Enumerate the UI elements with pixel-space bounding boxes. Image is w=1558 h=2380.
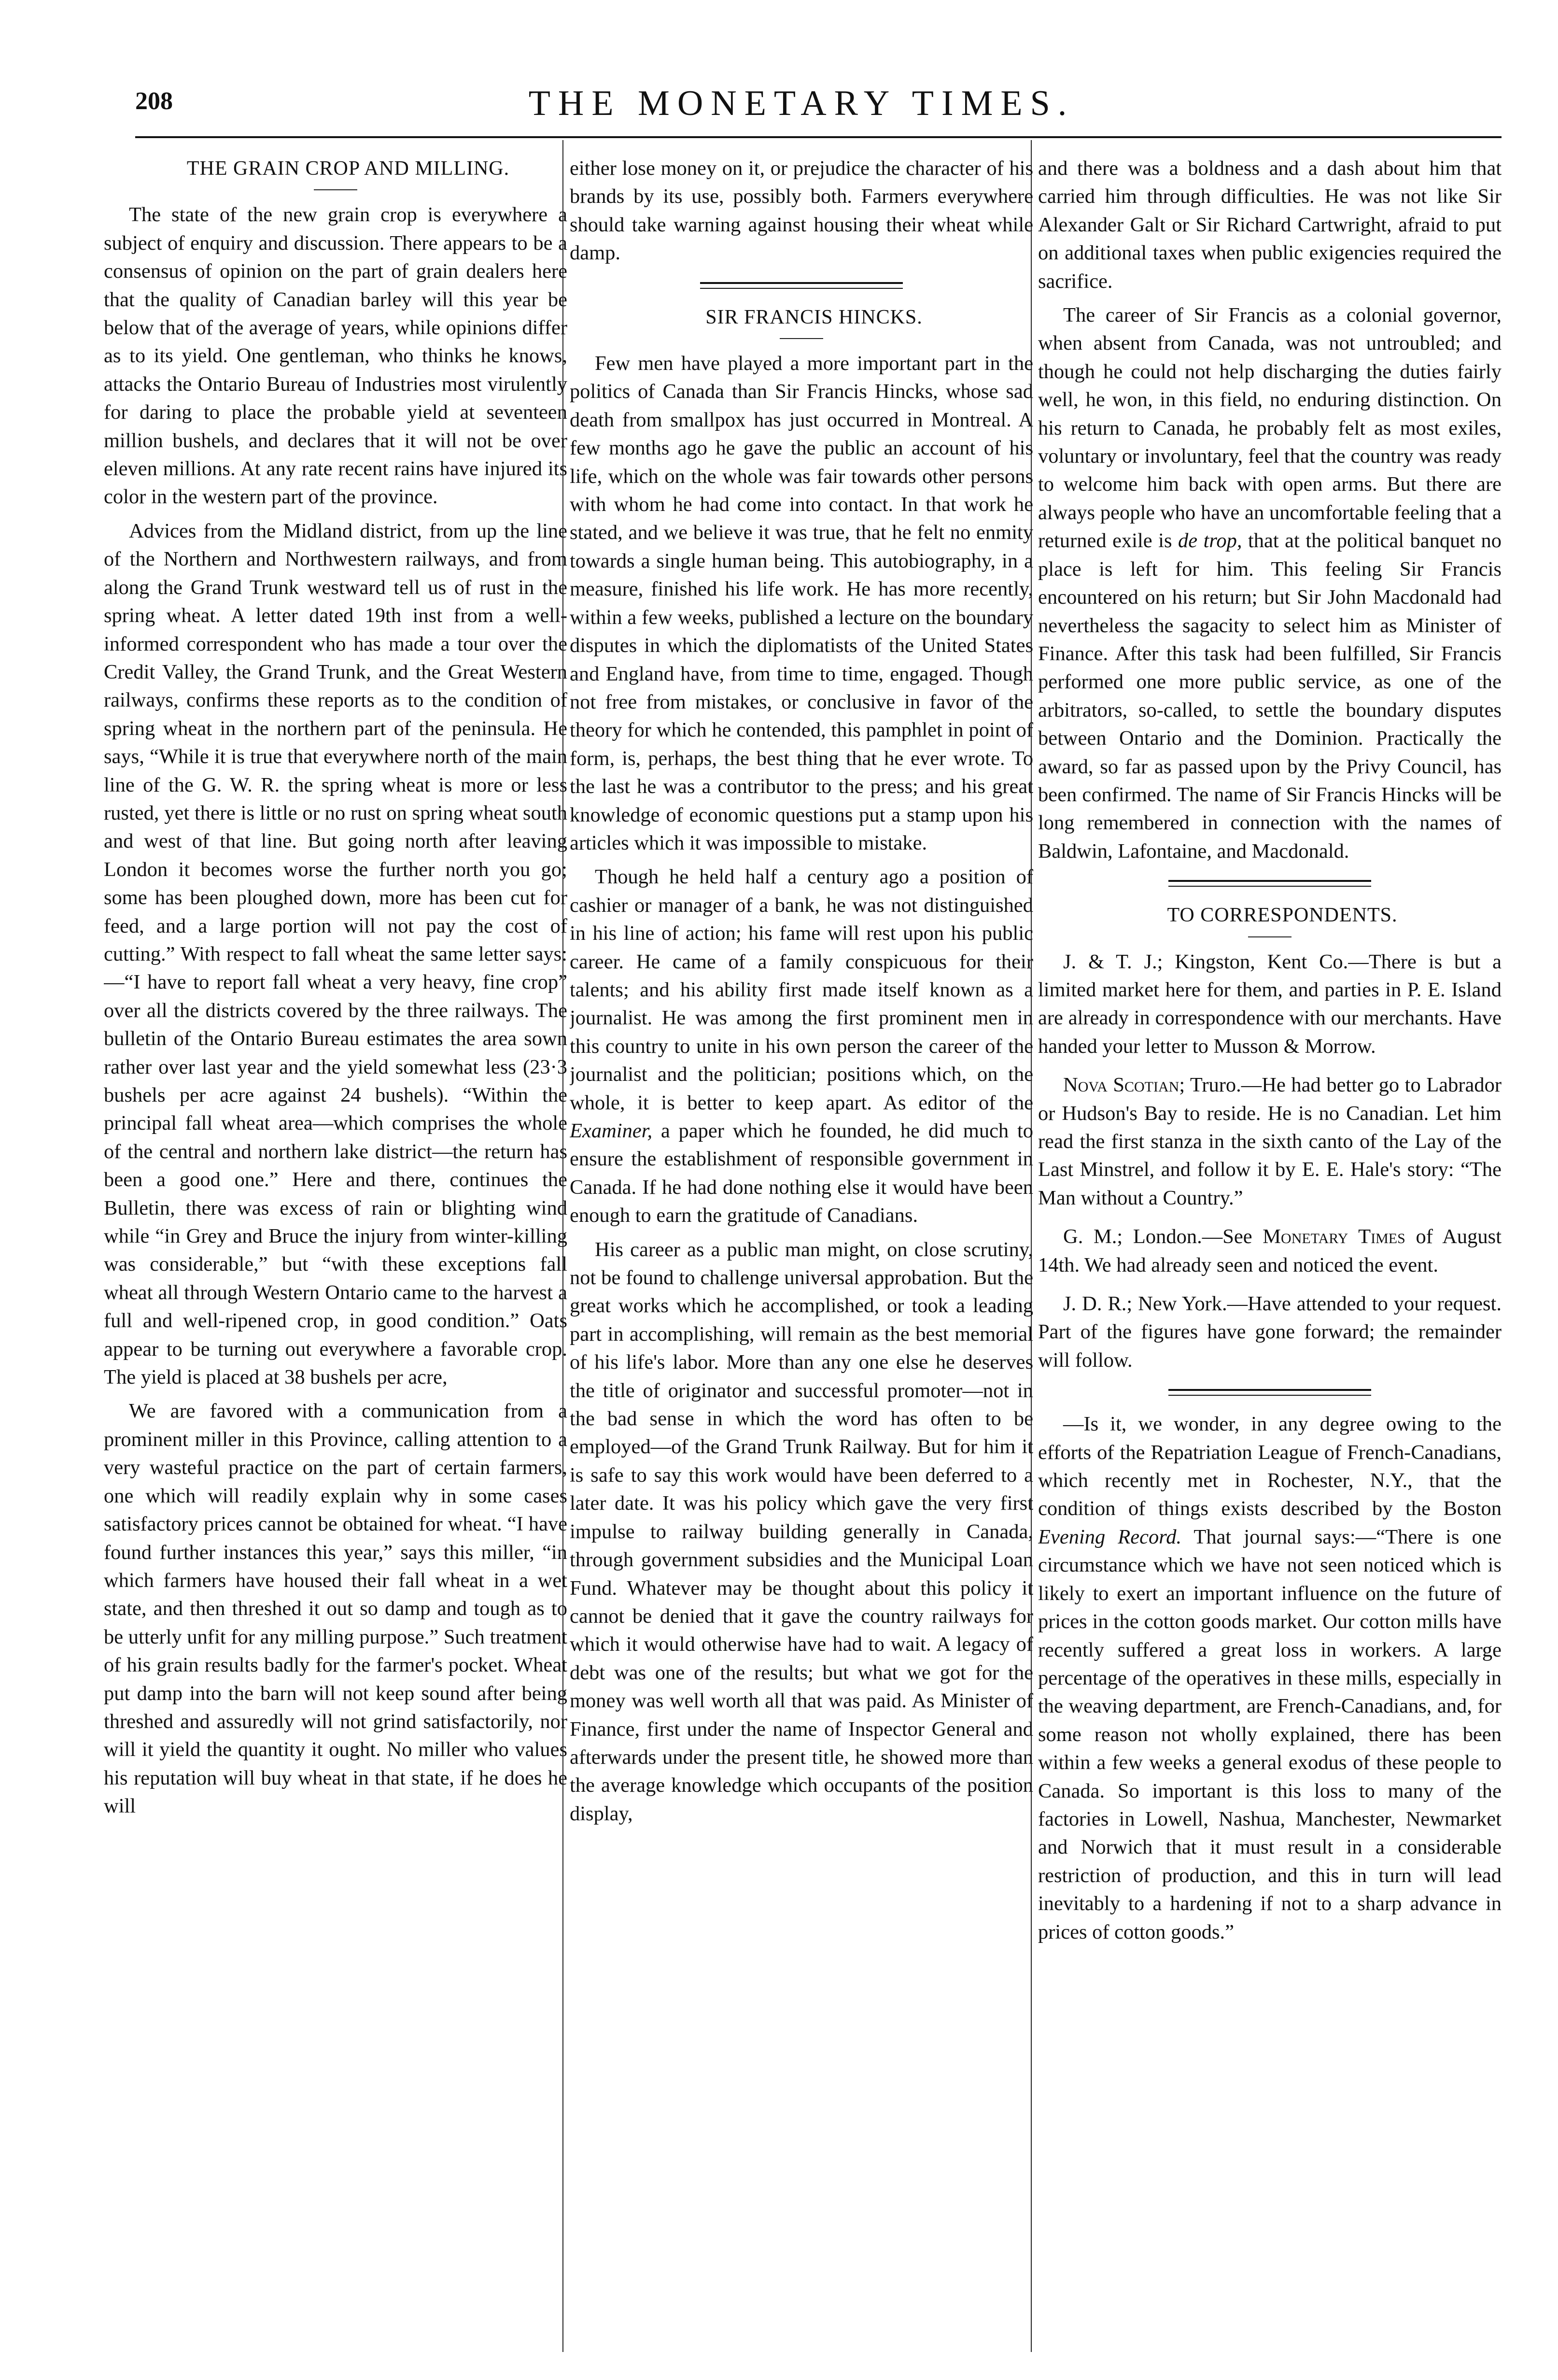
title-rule [780, 338, 823, 339]
section-rule [700, 282, 903, 289]
paragraph: Few men have played a more important part in the politics of Canada than Sir Francis Hincks, whose sad death from smallpox has just occurred in Montreal. A few months ago he gave the public an account of his life, which on the whole was fair towards other persons with whom he had come into contact. In that work he stated, and we believe it was true, that he felt no enmity towards a single human being. This autobiography, in a measure, finished his life work. He has more recently, within a few weeks, published a lecture on the boundary disputes in which the diplomatists of the United States and England have, from time to time, engaged. Though not free from mistakes, or conclusive in favor of the theory for which he contended, this pamphlet in point of form, is, perhaps, the best thing that he ever wrote. To the last he was a contributor to the press; and his great knowledge of economic questions put a stamp upon his articles which it was impossible to mistake. [570, 352, 1033, 854]
page-number: 208 [135, 87, 173, 115]
section-rule [1168, 1389, 1371, 1396]
article-title-correspondents: TO CORRESPONDENTS. [1167, 904, 1398, 927]
paragraph: either lose money on it, or prejudice the character of his brands by its use, possibly both. Farmers everywhere should take warning against housing their wheat while damp. [570, 157, 1033, 265]
masthead: THE MONETARY TIMES. [528, 84, 1075, 123]
paragraph: The state of the new grain crop is everywhere a subject of enquiry and discussion. There appears to be a consensus of opinion on the part of grain dealers here that the quality of Canadian barley will this year be below that of the average of years, while opinions differ as to its yield. One gentleman, who thinks he knows, attacks the Ontario Bureau of Industries most virulently for daring to place the probable yield at seventeen million bushels, and declares that it will not be over eleven millions. At any rate recent rains have injured its color in the western part of the province. [104, 203, 567, 509]
item-lead: J. & T. J.; Kingston, Kent Co. [1063, 950, 1348, 973]
item-text: of August 14th. We had already seen and noticed the event. [1038, 1225, 1502, 1276]
paragraph [1038, 1410, 1502, 1946]
paragraph: Advices from the Midland district, from up the line of the Northern and Northwestern railways, and from along the Grand Trunk westward tell us of rust in the spring wheat. A letter dated 19th inst from a well-informed correspondent who has made a tour over the Credit Valley, the Grand Trunk, and the Great Western railways, confirms these reports as to the condition of spring wheat in the northern part of the peninsula. He says, “While it is true that everywhere north of the main line of the G. W. R. the spring wheat is more or less rusted, yet there is little or no rust on spring wheat south and west of that line. But going north after leaving London it becomes worse the further north you go; some has been ploughed down, more has been cut for feed, and a large portion will not pay the cost of cutting.” With respect to fall wheat the same letter says:—“I have to report fall wheat a very heavy, fine crop” over all the districts covered by the three railways. The bulletin of the Ontario Bureau estimates the area sown rather over last year and the yield somewhat less (23·3 bushels per acre against 24 bushels). “Within the principal fall wheat area—which comprises the whole of the central and northern lake district—the return has been a good one.” Here and there, continues the Bulletin, there was excess of rain or blighting wind while “in Grey and Bruce the injury from winter-killing was considerable,” but “with these exceptions fall wheat all through Western Ontario came to the harvest a full and well-ripened crop, in good condition.” Oats appear to be turning out everywhere a favorable crop. The yield is placed at 38 bushels per acre, [104, 519, 567, 1389]
correspondent-item [1038, 1071, 1502, 1212]
paragraph: We are favored with a communication from a prominent miller in this Province, calling attention to a very wasteful practice on the part of certain farmers, one which will readily explain why in some cases satisfactory prices cannot be obtained for wheat. “I have found further instances this year,” says this miller, “in which farmers have housed their fall wheat in a wet state, and then threshed it out so damp and tough as to be utterly unfit for any milling purpose.” Such treatment of his grain results badly for the farmer's pocket. Wheat put damp into the barn will not keep sound after being threshed and assuredly will not grind satisfactorily, nor will it yield the quantity it ought. No miller who values his reputation will buy wheat in that state, if he does he will [104, 1400, 567, 1818]
paragraph: and there was a boldness and a dash about him that carried him through difficulties. He was not like Sir Alexander Galt or Sir Richard Cartwright, afraid to put on additional taxes when public exigencies required the sacrifice. [1038, 157, 1502, 293]
paragraph: His career as a public man might, on close scrutiny, not be found to challenge universal approbation. But the great works which he accomplished, or took a leading part in accomplishing, will remain as the best memorial of his life's labor. More than any one else he deserves the title of originator and successful promoter—not in the bad sense in which the word has often to be employed—of the Grand Trunk Railway. But for him it is safe to say this work would have been deferred to a later date. It was his policy which gave the very first impulse to railway building generally in Canada, through government subsidies and the Municipal Loan Fund. Whatever may be thought about this policy it cannot be denied that it gave the country railways for which it would otherwise have had to wait. A legacy of debt was one of the results; but what we got for the money was well worth all that was paid. As Minister of Finance, first under the name of Inspector General and afterwards under the present title, he showed more than the average knowledge which occupants of the position display, [570, 1238, 1033, 1825]
text-run: —Is it, we wonder, in any degree owing to the efforts of the Repatriation League of French-Canadians, which recently met in Rochester, N.Y., that the condition of things exists described by the Boston [1038, 1413, 1502, 1520]
italic-title: Examiner, [570, 1119, 653, 1142]
item-lead: J. D. R.; New York. [1063, 1292, 1227, 1316]
title-rule [314, 189, 357, 190]
section-rule [1168, 880, 1371, 887]
item-text: ; Truro.—He had better go to Labrador or Hudson's Bay to reside. He is no Canadian. Let him read the first stanza in the sixth canto of the Lay of the Last Minstrel, and follow it by E. E. Hale's story: “The Man without a Country.” [1038, 1074, 1502, 1209]
italic-phrase: de trop, [1178, 529, 1242, 552]
correspondent-item [1038, 1290, 1502, 1374]
correspondent-item [1038, 1223, 1502, 1279]
item-text: —Have attended to your request. Part of the figures have gone forward; the remainder will follow. [1038, 1292, 1502, 1372]
title-rule [1248, 936, 1291, 937]
column-2 [570, 155, 1033, 2342]
paragraph [1038, 301, 1502, 865]
paragraph [570, 863, 1033, 1230]
item-smallcaps: Monetary Times [1263, 1225, 1405, 1248]
text-run: Though he held half a century ago a position of cashier or manager of a bank, he was not distinguished in his line of action; his fame will rest upon his public career. He came of a family conspicuous for their talents; and his ability first made itself known as a journalist. He was among the first prominent men in this country to unite in his own person the career of the journalist and the politician; positions which, on the whole, it is better to keep apart. As editor of the [570, 865, 1033, 1114]
column-3 [1038, 155, 1502, 2342]
article-title-hincks: SIR FRANCIS HINCKS. [705, 306, 923, 328]
item-lead: Nova Scotian [1063, 1074, 1179, 1097]
item-lead: G. M.; London.—See [1063, 1225, 1263, 1248]
text-run: a paper which he founded, he did much to ensure the establishment of responsible government in Canada. If he had done nothing else it would have been enough to earn the gratitude of Canadians. [570, 1119, 1033, 1227]
text-run: The career of Sir Francis as a colonial governor, when absent from Canada, was not untroubled; and though he could not help discharging the duties fairly well, he won, in this field, no enduring distinction. On his return to Canada, he probably felt as most exiles, voluntary or involuntary, feel that the country was ready to welcome him back with open arms. But there are always people who have an uncomfortable feeling that a returned exile is [1038, 304, 1502, 552]
page-header [101, 72, 1502, 135]
article-title-grain-crop: THE GRAIN CROP AND MILLING. [186, 157, 510, 180]
text-run: That journal says:—“There is one circumstance which we have not seen noticed which is likely to exert an important influence on the future of prices in the cotton goods market. Our cotton mills have recently suffered a great loss in workers. A large percentage of the operatives in these mills, especially in the weaving department, are French-Canadians, and, for some reason not wholly explained, there has been within a few weeks a general exodus of these people to Canada. So important is this loss to many of the factories in Lowell, Nashua, Manchester, Newmarket and Norwich that it must result in a considerable restriction of production, and this in turn will lead inevitably to a hardening if not to a sharp advance in prices of cotton goods.” [1038, 1525, 1502, 1943]
correspondent-item [1038, 948, 1502, 1061]
text-run: that at the political banquet no place is left for him. This feeling Sir Francis encountered on his return; but Sir John Macdonald had nevertheless the sagacity to select him as Minister of Finance. After this task had been fulfilled, Sir Francis performed one more public service, as one of the arbitrators, so-called, to settle the boundary disputes between Ontario and the Dominion. Practically the award, so far as passed upon by the Privy Council, has been confirmed. The name of Sir Francis Hincks will be long remembered in connection with the names of Baldwin, Lafontaine, and Macdonald. [1038, 529, 1502, 863]
column-1 [104, 155, 567, 2342]
item-text: —There is but a limited market here for them, and parties in P. E. Island are already in correspondence with our merchants. Have handed your letter to Musson & Morrow. [1038, 950, 1502, 1058]
header-rule [135, 136, 1502, 138]
italic-title: Evening Record. [1038, 1525, 1182, 1548]
